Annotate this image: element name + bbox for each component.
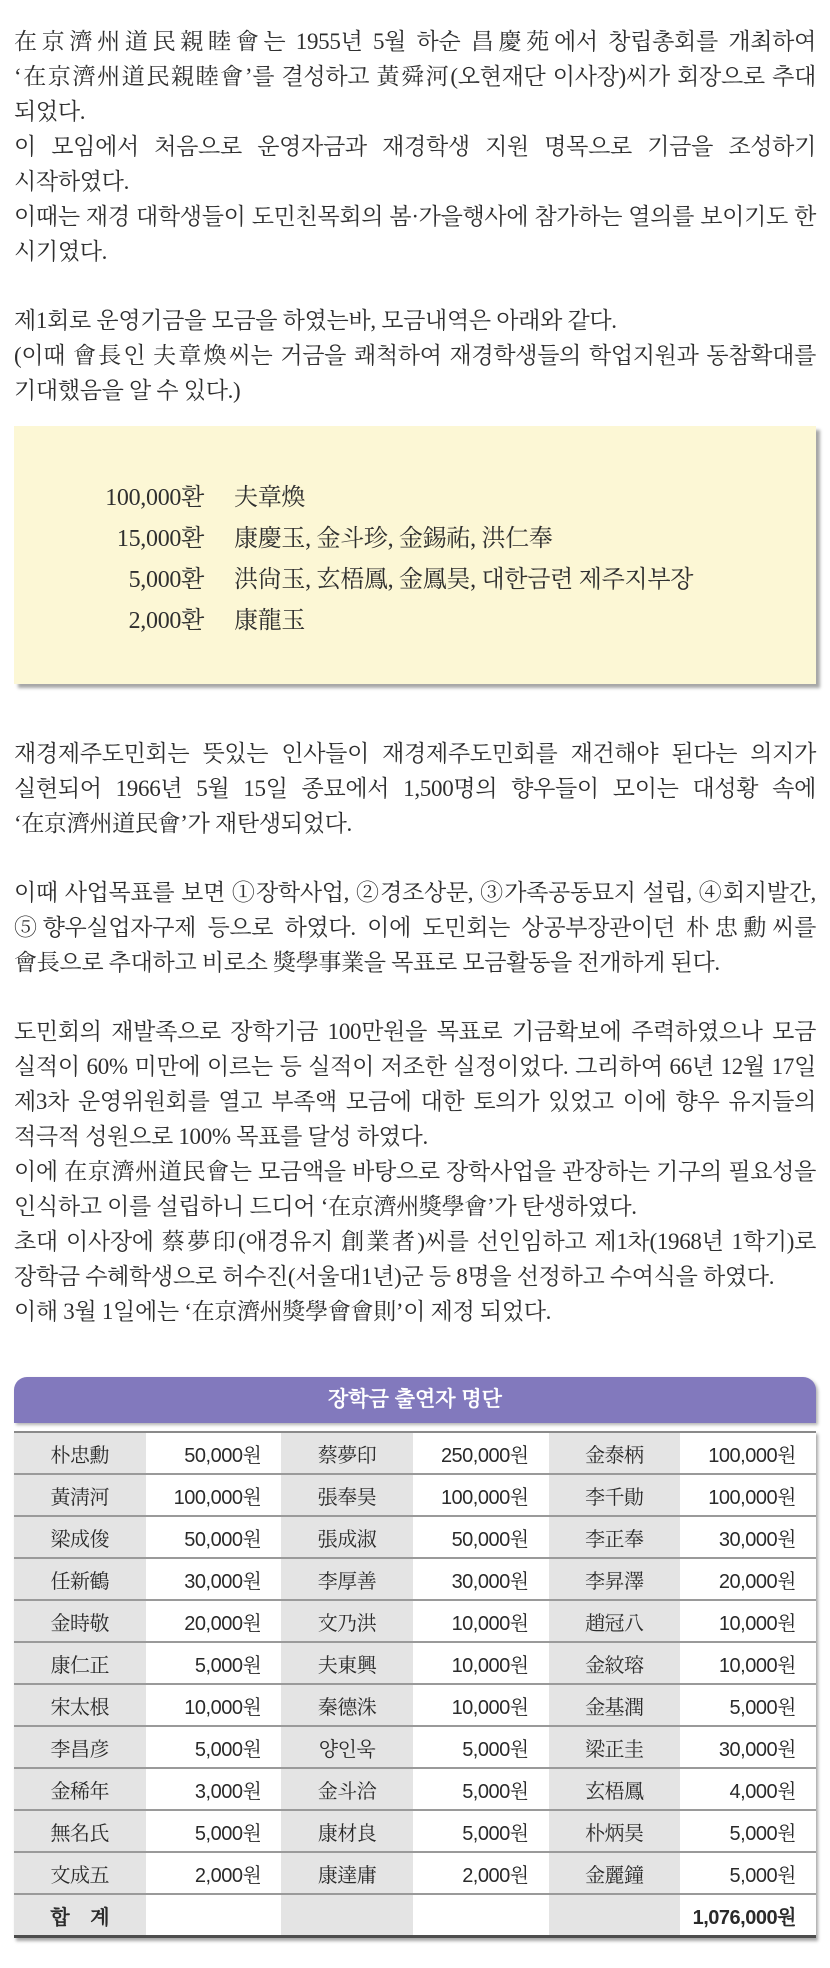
donor-name-cell: 金基潤: [549, 1685, 681, 1725]
donor-amount-cell: [146, 1895, 282, 1935]
donation-names: 康龍玉: [234, 608, 306, 634]
table-row: [14, 1517, 816, 1559]
donor-name-cell: 양인욱: [281, 1727, 413, 1767]
donor-name-cell: 金時敬: [14, 1601, 146, 1641]
donation-row: [54, 601, 776, 642]
donor-amount-cell: 100,000원: [680, 1433, 816, 1473]
body-paragraph: 이해 3월 1일에는 ‘在京濟州獎學會會則’이 제정 되었다.: [14, 1299, 552, 1324]
body-paragraph: 이에 在京濟州道民會는 모금액을 바탕으로 장학사업을 관장하는 기구의 필요성을 인식하고 이를 설립하니 드디어 ‘在京濟州獎學會’가 탄생하였다.: [14, 1159, 816, 1219]
table-row: [14, 1727, 816, 1769]
donor-amount-cell: 5,000원: [413, 1769, 549, 1809]
donation-names: 洪尙玉, 玄梧鳳, 金鳳昊, 대한금련 제주지부장: [234, 567, 694, 593]
table-row: [14, 1559, 816, 1601]
donation-row: [54, 478, 776, 519]
donor-name-cell: 金斗洽: [281, 1769, 413, 1809]
intro-paragraph: 在京濟州道民親睦會는 1955년 5월 하순 昌慶苑에서 창립총회를 개최하여 ‘在京濟州道民親睦會’를 결성하고 黃舜河(오현재단 이사장)씨가 회장으로 추대 되었다.: [14, 29, 816, 124]
donor-name-cell: 任新鶴: [14, 1559, 146, 1599]
donor-amount-cell: 20,000원: [680, 1559, 816, 1599]
intro-paragraph: 제1회로 운영기금을 모금을 하였는바, 모금내역은 아래와 같다.: [14, 308, 617, 333]
donor-amount-cell: 5,000원: [680, 1811, 816, 1851]
donor-amount-cell: 100,000원: [680, 1475, 816, 1515]
donor-name-cell: 李昌彦: [14, 1727, 146, 1767]
donor-amount-cell: 4,000원: [680, 1769, 816, 1809]
donor-amount-cell: 10,000원: [146, 1685, 282, 1725]
donation-amount: 2,000환: [128, 608, 204, 634]
donor-name-cell: 朴忠勳: [14, 1433, 146, 1473]
donor-amount-cell: 10,000원: [680, 1643, 816, 1683]
donor-name-cell: 朴炳昊: [549, 1811, 681, 1851]
donor-amount-cell: 1,076,000원: [680, 1895, 816, 1935]
donor-name-cell: 玄梧鳳: [549, 1769, 681, 1809]
donor-amount-cell: 5,000원: [680, 1853, 816, 1893]
donor-name-cell: 金麗鐘: [549, 1853, 681, 1893]
table-total-row: [14, 1895, 816, 1935]
table-row: [14, 1475, 816, 1517]
donor-name-cell: 文成五: [14, 1853, 146, 1893]
donor-amount-cell: [413, 1895, 549, 1935]
donation-row: [54, 560, 776, 601]
donor-name-cell: 康材良: [281, 1811, 413, 1851]
donor-name-cell: 蔡夢印: [281, 1433, 413, 1473]
donation-names: 夫章煥: [234, 485, 306, 511]
table-row: [14, 1811, 816, 1853]
donor-amount-cell: 5,000원: [413, 1727, 549, 1767]
donor-amount-cell: 5,000원: [146, 1643, 282, 1683]
donor-name-cell: 夫東興: [281, 1643, 413, 1683]
donor-amount-cell: 5,000원: [680, 1685, 816, 1725]
donor-amount-cell: 20,000원: [146, 1601, 282, 1641]
donor-name-cell: 梁成俊: [14, 1517, 146, 1557]
donor-amount-cell: 50,000원: [146, 1517, 282, 1557]
table-row: [14, 1643, 816, 1685]
donor-amount-cell: 100,000원: [146, 1475, 282, 1515]
donor-amount-cell: 250,000원: [413, 1433, 549, 1473]
donor-name-cell: 康達庸: [281, 1853, 413, 1893]
donor-name-cell: 金泰柄: [549, 1433, 681, 1473]
donor-amount-cell: 30,000원: [146, 1559, 282, 1599]
donor-name-cell: 李千勛: [549, 1475, 681, 1515]
donor-name-cell: 康仁正: [14, 1643, 146, 1683]
donor-amount-cell: 2,000원: [146, 1853, 282, 1893]
donor-amount-cell: 50,000원: [413, 1517, 549, 1557]
donor-amount-cell: 3,000원: [146, 1769, 282, 1809]
donor-name-cell: 李厚善: [281, 1559, 413, 1599]
donation-row: [54, 519, 776, 560]
donor-name-cell: 金稀年: [14, 1769, 146, 1809]
donation-amount: 5,000환: [128, 567, 204, 593]
donor-name-cell: 宋太根: [14, 1685, 146, 1725]
donation-amount: 15,000환: [116, 526, 204, 552]
donation-names: 康慶玉, 金斗珍, 金錫祐, 洪仁奉: [234, 526, 553, 552]
donor-table-grid: [14, 1431, 816, 1938]
donor-name-cell: 합 계: [14, 1895, 146, 1935]
donor-name-cell: 金紋瑢: [549, 1643, 681, 1683]
donor-name-cell: 張奉昊: [281, 1475, 413, 1515]
intro-paragraph: 이 모임에서 처음으로 운영자금과 재경학생 지원 명목으로 기금을 조성하기 시작하였다.: [14, 134, 816, 194]
donor-name-cell: [281, 1895, 413, 1935]
donor-amount-cell: 10,000원: [413, 1601, 549, 1641]
body-paragraph: 도민회의 재발족으로 장학기금 100만원을 목표로 기금확보에 주력하였으나 모금 실적이 60% 미만에 이르는 등 실적이 저조한 실정이었다. 그리하여 66년 12월 17일 제3차 운영위원회를 열고 부족액 모금에 대한 토의가 있었고 이에 향우 유지들의 적극적 성원으로 100% 목표를 달성 하였다.: [14, 1019, 816, 1149]
donor-amount-cell: 50,000원: [146, 1433, 282, 1473]
donor-name-cell: 秦德洙: [281, 1685, 413, 1725]
donor-table-title: 장학금 출연자 명단: [14, 1377, 816, 1423]
donation-amount: 100,000환: [105, 485, 204, 511]
donor-amount-cell: 30,000원: [413, 1559, 549, 1599]
donation-box: [14, 426, 816, 684]
intro-paragraph: (이때 會長인 夫章煥씨는 거금을 쾌척하여 재경학생들의 학업지원과 동참확대를 기대했음을 알 수 있다.): [14, 343, 816, 403]
donor-amount-cell: 10,000원: [413, 1643, 549, 1683]
donor-name-cell: 文乃洪: [281, 1601, 413, 1641]
donor-amount-cell: 10,000원: [413, 1685, 549, 1725]
table-row: [14, 1853, 816, 1895]
body-paragraph: 이때 사업목표를 보면 ①장학사업, ②경조상문, ③가족공동묘지 설립, ④회지발간, ⑤향우실업자구제 등으로 하였다. 이에 도민회는 상공부장관이던 朴忠勳씨를 會長으로 추대하고 비로소 獎學事業을 목표로 모금활동을 전개하게 된다.: [14, 880, 816, 975]
table-row: [14, 1769, 816, 1811]
table-row: [14, 1601, 816, 1643]
donor-amount-cell: 10,000원: [680, 1601, 816, 1641]
donor-amount-cell: 30,000원: [680, 1727, 816, 1767]
donor-name-cell: 無名氏: [14, 1811, 146, 1851]
donor-name-cell: 張成淑: [281, 1517, 413, 1557]
donor-amount-cell: 30,000원: [680, 1517, 816, 1557]
donor-amount-cell: 2,000원: [413, 1853, 549, 1893]
donor-name-cell: 李昇澤: [549, 1559, 681, 1599]
body-paragraph: 초대 이사장에 蔡夢印(애경유지 創業者)씨를 선인임하고 제1차(1968년 1학기)로 장학금 수혜학생으로 허수진(서울대1년)군 등 8명을 선정하고 수여식을 하였다.: [14, 1229, 816, 1289]
donor-amount-cell: 5,000원: [146, 1811, 282, 1851]
donor-amount-cell: 5,000원: [413, 1811, 549, 1851]
body-paragraph: 재경제주도민회는 뜻있는 인사들이 재경제주도민회를 재건해야 된다는 의지가 실현되어 1966년 5월 15일 종묘에서 1,500명의 향우들이 모이는 대성황 속에 ‘在京濟州道民會’가 재탄생되었다.: [14, 741, 816, 836]
donor-name-cell: 黃淸河: [14, 1475, 146, 1515]
donor-name-cell: 梁正圭: [549, 1727, 681, 1767]
donor-table: [14, 1377, 816, 1938]
donor-amount-cell: 5,000원: [146, 1727, 282, 1767]
donor-name-cell: [549, 1895, 681, 1935]
table-row: [14, 1433, 816, 1475]
donor-amount-cell: 100,000원: [413, 1475, 549, 1515]
donor-name-cell: 李正奉: [549, 1517, 681, 1557]
intro-paragraph: 이때는 재경 대학생들이 도민친목회의 봄·가을행사에 참가하는 열의를 보이기도 한 시기였다.: [14, 204, 816, 264]
table-row: [14, 1685, 816, 1727]
donor-name-cell: 趙冠八: [549, 1601, 681, 1641]
